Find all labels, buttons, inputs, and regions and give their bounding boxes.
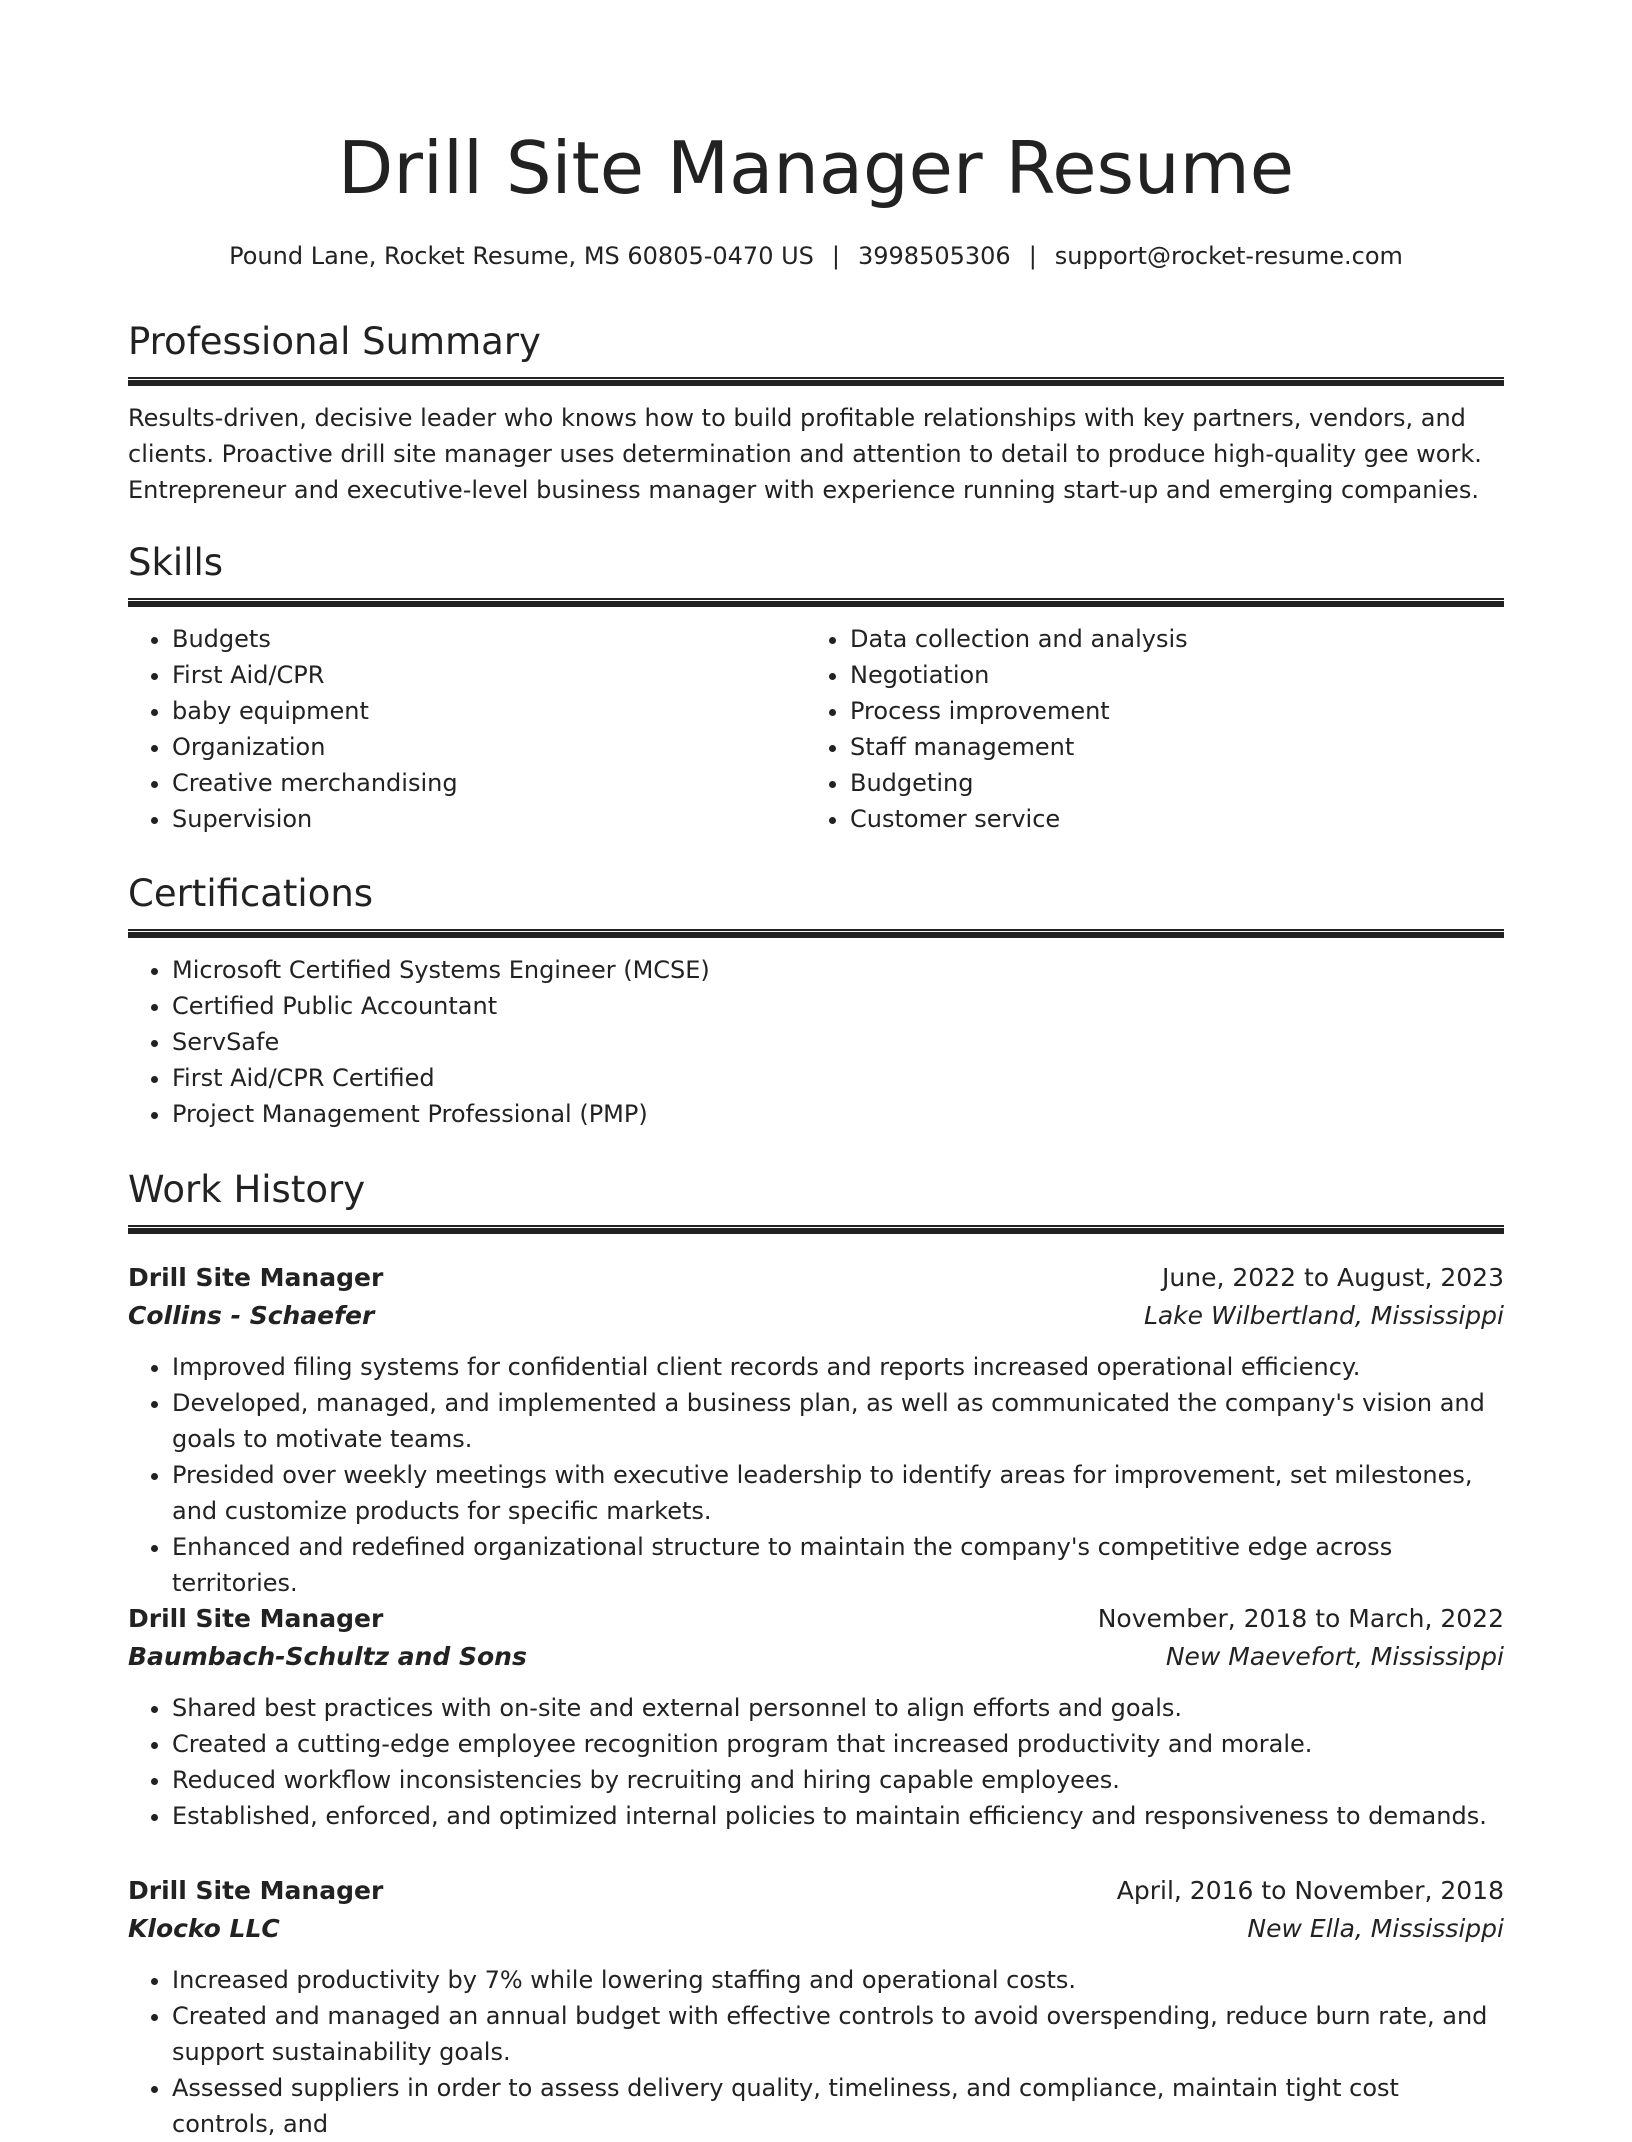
certification-item: • First Aid/CPR Certified bbox=[172, 1060, 1504, 1096]
section-title-work-history: Work History bbox=[128, 1168, 366, 1211]
skill-item: • baby equipment bbox=[172, 693, 806, 729]
contact-line bbox=[128, 238, 1504, 274]
job-company: Collins - Schaefer bbox=[128, 1301, 375, 1330]
job-company-row bbox=[128, 1297, 1504, 1335]
job-bullet: • Reduced workflow inconsistencies by recruiting and hiring capable employees. bbox=[172, 1762, 1504, 1798]
job-bullet: • Established, enforced, and optimized internal policies to maintain efficiency and responsiveness to demands. bbox=[172, 1798, 1504, 1834]
job-company: Klocko LLC bbox=[128, 1914, 280, 1943]
certification-item: • ServSafe bbox=[172, 1024, 1504, 1060]
job-bullet: • Shared best practices with on-site and external personnel to align efforts and goals. bbox=[172, 1690, 1504, 1726]
job-entry bbox=[128, 1600, 1504, 1834]
job-bullet: • Developed, managed, and implemented a business plan, as well as communicated the company's vision and goals to motivate teams. bbox=[172, 1385, 1504, 1457]
job-company-row bbox=[128, 1910, 1504, 1948]
job-bullet: • Created a cutting-edge employee recognition program that increased productivity and morale. bbox=[172, 1726, 1504, 1762]
job-location: New Maevefort, Mississippi bbox=[1165, 1642, 1504, 1671]
skill-item: • Process improvement bbox=[850, 693, 1484, 729]
skill-item: • Budgeting bbox=[850, 765, 1484, 801]
skill-item: • Data collection and analysis bbox=[850, 621, 1484, 657]
job-bullet-list bbox=[128, 1962, 1504, 2142]
skills-columns bbox=[128, 621, 1504, 837]
job-bullet: • Presided over weekly meetings with executive leadership to identify areas for improvement, set milestones, and customize products for specific markets. bbox=[172, 1457, 1504, 1529]
summary-text: Results-driven, decisive leader who knows how to build profitable relationships with key partners, vendors, and clients. Proactive drill site manager uses determination and attention to detail to produce high-quality gee work. Entrepreneur and executive-level business manager with experience running start-up and emerging companies. bbox=[128, 404, 1482, 504]
contact-email: support@rocket-resume.com bbox=[1054, 242, 1403, 270]
skill-item: • Negotiation bbox=[850, 657, 1484, 693]
section-rule bbox=[128, 377, 1504, 386]
contact-separator: | bbox=[1028, 242, 1037, 270]
skill-item: • Supervision bbox=[172, 801, 806, 837]
section-rule bbox=[128, 1225, 1504, 1234]
skills-column-left bbox=[128, 621, 806, 837]
skill-item: • Budgets bbox=[172, 621, 806, 657]
job-dates: April, 2016 to November, 2018 bbox=[1116, 1876, 1504, 1905]
job-bullet-list bbox=[128, 1690, 1504, 1834]
section-title-summary: Professional Summary bbox=[128, 320, 541, 363]
skills-column-right bbox=[806, 621, 1484, 837]
job-title: Drill Site Manager bbox=[128, 1263, 384, 1292]
certification-list bbox=[128, 952, 1504, 1132]
certification-item: • Certified Public Accountant bbox=[172, 988, 1504, 1024]
certification-item: • Project Management Professional (PMP) bbox=[172, 1096, 1504, 1132]
job-bullet: • Improved filing systems for confidential client records and reports increased operational efficiency. bbox=[172, 1349, 1504, 1385]
resume-title: Drill Site Manager Resume bbox=[337, 126, 1295, 210]
skill-item: • Staff management bbox=[850, 729, 1484, 765]
section-rule bbox=[128, 598, 1504, 607]
contact-phone: 3998505306 bbox=[858, 242, 1011, 270]
job-header-row bbox=[128, 1259, 1504, 1297]
job-company-row bbox=[128, 1638, 1504, 1676]
job-bullet: • Enhanced and redefined organizational structure to maintain the company's competitive edge across territories. bbox=[172, 1529, 1504, 1601]
skill-item: • Creative merchandising bbox=[172, 765, 806, 801]
job-header-row bbox=[128, 1872, 1504, 1910]
summary-section bbox=[128, 317, 1504, 508]
section-rule bbox=[128, 929, 1504, 938]
skill-item: • Customer service bbox=[850, 801, 1484, 837]
job-bullet-list bbox=[128, 1349, 1504, 1601]
section-title-skills: Skills bbox=[128, 541, 224, 584]
job-header-row bbox=[128, 1600, 1504, 1638]
certification-item: • Microsoft Certified Systems Engineer (MCSE) bbox=[172, 952, 1504, 988]
job-bullet: • Assessed suppliers in order to assess delivery quality, timeliness, and compliance, maintain tight cost controls, and bbox=[172, 2070, 1504, 2142]
job-title: Drill Site Manager bbox=[128, 1876, 384, 1905]
contact-separator: | bbox=[831, 242, 840, 270]
job-location: New Ella, Mississippi bbox=[1247, 1914, 1504, 1943]
skill-item: • Organization bbox=[172, 729, 806, 765]
section-title-certifications: Certifications bbox=[128, 872, 374, 915]
skill-item: • First Aid/CPR bbox=[172, 657, 806, 693]
job-entry bbox=[128, 1872, 1504, 2142]
job-location: Lake Wilbertland, Mississippi bbox=[1143, 1301, 1504, 1330]
job-entry bbox=[128, 1259, 1504, 1601]
job-dates: June, 2022 to August, 2023 bbox=[1162, 1263, 1504, 1292]
certifications-section bbox=[128, 869, 1504, 1132]
job-dates: November, 2018 to March, 2022 bbox=[1097, 1604, 1504, 1633]
skills-section bbox=[128, 538, 1504, 837]
job-bullet: • Increased productivity by 7% while lowering staffing and operational costs. bbox=[172, 1962, 1504, 1998]
work-history-section bbox=[128, 1165, 1504, 1234]
job-bullet: • Created and managed an annual budget with effective controls to avoid overspending, reduce burn rate, and support sustainability goals. bbox=[172, 1998, 1504, 2070]
contact-address: Pound Lane, Rocket Resume, MS 60805-0470 US bbox=[229, 242, 814, 270]
job-company: Baumbach-Schultz and Sons bbox=[128, 1642, 527, 1671]
job-title: Drill Site Manager bbox=[128, 1604, 384, 1633]
